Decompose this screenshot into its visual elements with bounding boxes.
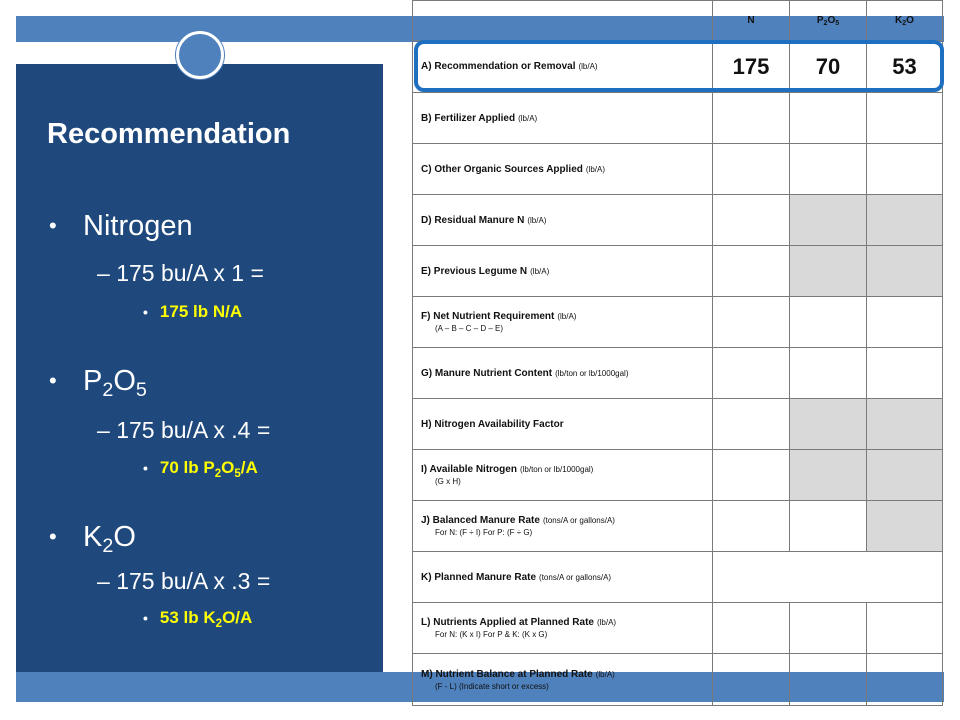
table-row bbox=[413, 246, 943, 297]
cell-n[interactable] bbox=[713, 297, 790, 348]
bullet-dot: • bbox=[49, 524, 57, 549]
cell-p2o5[interactable] bbox=[790, 603, 867, 654]
table-row bbox=[413, 450, 943, 501]
nitrogen-heading: Nitrogen bbox=[83, 210, 193, 242]
cell-n[interactable] bbox=[713, 195, 790, 246]
cell-k2o[interactable] bbox=[867, 654, 943, 706]
cell-p2o5[interactable] bbox=[790, 501, 867, 552]
header-row bbox=[413, 1, 943, 41]
cell-k2o[interactable] bbox=[867, 297, 943, 348]
value-n: 175 bbox=[713, 41, 790, 93]
cell-shaded bbox=[867, 399, 943, 450]
table-row bbox=[413, 603, 943, 654]
phosphate-result: • 70 lb $P_2O_5/A$ bbox=[143, 458, 258, 480]
bullet-dot: • bbox=[49, 368, 57, 393]
table-row bbox=[413, 93, 943, 144]
row-label: M) Nutrient Balance at Planned Rate (lb/A) (F - L) (Indicate short or excess) bbox=[413, 654, 713, 706]
cell-p2o5[interactable] bbox=[790, 654, 867, 706]
table-row bbox=[413, 501, 943, 552]
highlight-box bbox=[414, 40, 944, 92]
cell-shaded bbox=[790, 450, 867, 501]
value-p2o5: 70 bbox=[790, 41, 867, 93]
decorative-circle bbox=[176, 31, 224, 79]
row-label: C) Other Organic Sources Applied (lb/A) bbox=[413, 144, 713, 195]
cell-shaded bbox=[790, 246, 867, 297]
table-row bbox=[413, 297, 943, 348]
table-row bbox=[413, 348, 943, 399]
nutrient-worksheet bbox=[412, 0, 944, 720]
value-k2o: 53 bbox=[867, 41, 943, 93]
cell-k2o[interactable] bbox=[867, 603, 943, 654]
potash-calc: – 175 bu/A x .3 = bbox=[97, 568, 271, 594]
cell-n[interactable] bbox=[713, 144, 790, 195]
cell-shaded bbox=[790, 195, 867, 246]
header-k2o: $K_2O$ bbox=[867, 1, 943, 41]
row-label: B) Fertilizer Applied (lb/A) bbox=[413, 93, 713, 144]
cell-k2o[interactable] bbox=[867, 348, 943, 399]
table-row bbox=[413, 552, 943, 603]
row-label: J) Balanced Manure Rate (tons/A or gallons/A) For N: (F ÷ I) For P: (F ÷ G) bbox=[413, 501, 713, 552]
row-label: H) Nitrogen Availability Factor bbox=[413, 399, 713, 450]
cell-k2o[interactable] bbox=[867, 144, 943, 195]
cell-shaded bbox=[867, 501, 943, 552]
row-label: I) Available Nitrogen (lb/ton or lb/1000gal) (G x H) bbox=[413, 450, 713, 501]
panel-title: Recommendation bbox=[47, 118, 291, 150]
cell-n[interactable] bbox=[713, 501, 790, 552]
nutrient-table bbox=[412, 0, 943, 706]
nitrogen-result: • 175 lb N/A bbox=[143, 302, 243, 321]
header-n: N bbox=[713, 1, 790, 41]
phosphate-calc: – 175 bu/A x .4 = bbox=[97, 417, 271, 443]
cell-shaded bbox=[867, 246, 943, 297]
cell-shaded bbox=[867, 195, 943, 246]
cell-p2o5[interactable] bbox=[790, 93, 867, 144]
cell-shaded bbox=[790, 399, 867, 450]
table-row bbox=[413, 144, 943, 195]
cell-n[interactable] bbox=[713, 93, 790, 144]
potash-heading: $K_2O$ bbox=[83, 521, 136, 558]
nitrogen-calc: – 175 bu/A x 1 = bbox=[97, 260, 264, 286]
table-row bbox=[413, 195, 943, 246]
row-label: K) Planned Manure Rate (tons/A or gallons/A) bbox=[413, 552, 713, 603]
row-label: G) Manure Nutrient Content (lb/ton or lb/1000gal) bbox=[413, 348, 713, 399]
header-p2o5: $P_2O_5$ bbox=[790, 1, 867, 41]
cell-p2o5[interactable] bbox=[790, 144, 867, 195]
cell-n[interactable] bbox=[713, 399, 790, 450]
cell-n[interactable] bbox=[713, 603, 790, 654]
table-row bbox=[413, 654, 943, 706]
cell-shaded bbox=[867, 450, 943, 501]
cell-n[interactable] bbox=[713, 348, 790, 399]
row-label: F) Net Nutrient Requirement (lb/A) (A – B – C – D – E) bbox=[413, 297, 713, 348]
phosphate-heading: $P_2O_5$ bbox=[83, 365, 147, 402]
row-label: D) Residual Manure N (lb/A) bbox=[413, 195, 713, 246]
cell-k2o[interactable] bbox=[867, 93, 943, 144]
potash-result: • 53 lb $K_2O/A$ bbox=[143, 608, 253, 630]
cell-planned-rate[interactable] bbox=[713, 552, 943, 603]
cell-n[interactable] bbox=[713, 654, 790, 706]
header-blank bbox=[413, 1, 713, 41]
cell-p2o5[interactable] bbox=[790, 348, 867, 399]
bullet-dot: • bbox=[49, 213, 57, 238]
table-row bbox=[413, 399, 943, 450]
row-label: A) Recommendation or Removal (lb/A) bbox=[413, 41, 713, 93]
row-label: E) Previous Legume N (lb/A) bbox=[413, 246, 713, 297]
cell-n[interactable] bbox=[713, 450, 790, 501]
cell-p2o5[interactable] bbox=[790, 297, 867, 348]
cell-n[interactable] bbox=[713, 246, 790, 297]
row-label: L) Nutrients Applied at Planned Rate (lb/A) For N: (K x I) For P & K: (K x G) bbox=[413, 603, 713, 654]
